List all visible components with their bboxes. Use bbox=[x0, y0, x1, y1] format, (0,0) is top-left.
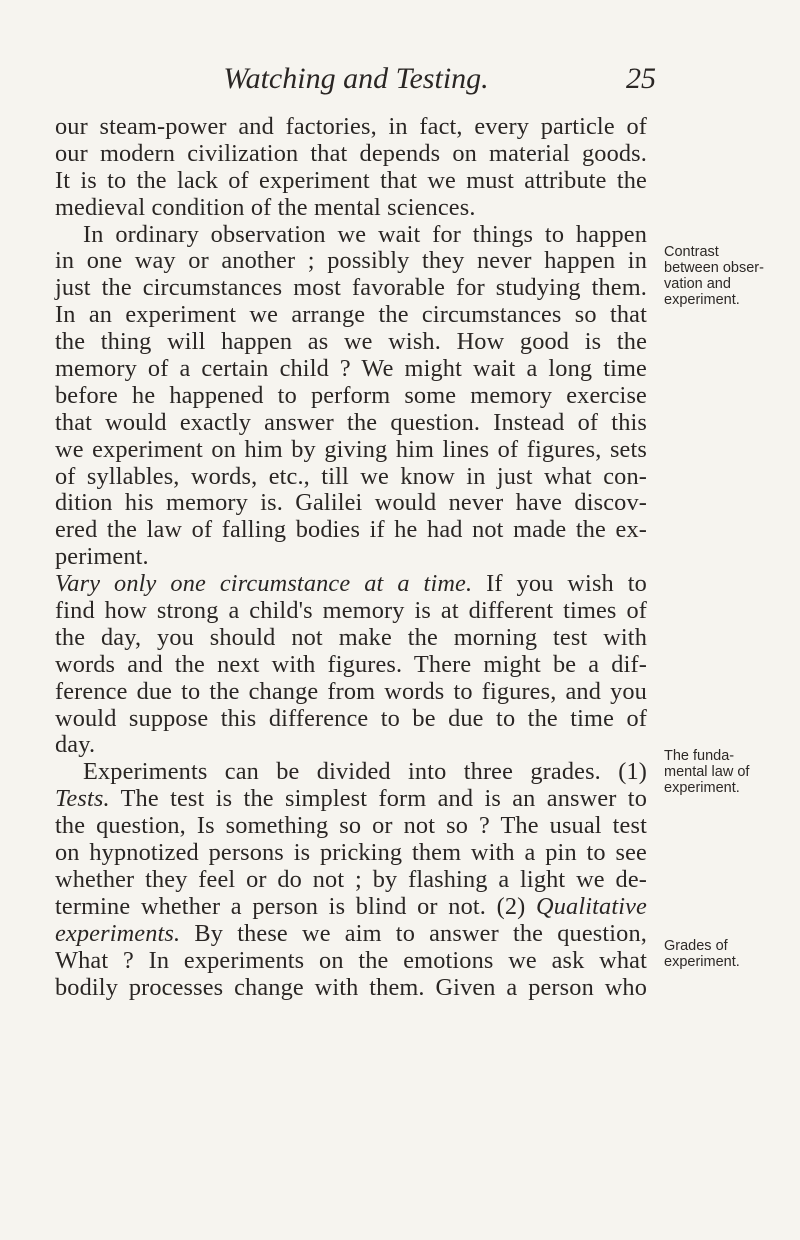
text-line: find how strong a child's memory is at different times of bbox=[55, 597, 647, 625]
text-line: the day, you should not make the morning test with bbox=[55, 623, 647, 651]
text-line: our modern civilization that depends on material goods. bbox=[55, 139, 647, 167]
text-line: would suppose this difference to be due to the time of bbox=[55, 704, 647, 732]
text-line: our steam-power and factories, in fact, every particle of bbox=[55, 113, 647, 140]
italic-phrase: Tests. bbox=[55, 785, 110, 813]
text-line: we experiment on him by giving him lines of figures, sets bbox=[55, 435, 647, 463]
margin-note-grades bbox=[664, 938, 792, 970]
text-line: words and the next with figures. There might be a dif- bbox=[55, 650, 647, 678]
text-line: in one way or another ; possibly they never happen in bbox=[55, 247, 647, 275]
running-title: Watching and Testing. bbox=[223, 62, 489, 95]
text-line: It is to the lack of experiment that we must attribute the bbox=[55, 166, 647, 194]
text-line: ference due to the change from words to figures, and you bbox=[55, 677, 647, 705]
margin-note-contrast bbox=[664, 244, 792, 308]
margin-note-line: The funda- bbox=[664, 748, 735, 764]
body-text bbox=[55, 114, 647, 1001]
text-line: before he happened to perform some memory exercise bbox=[55, 381, 647, 409]
margin-note-line: Contrast bbox=[664, 244, 719, 260]
text-line: the thing will happen as we wish. How good is the bbox=[55, 328, 647, 356]
text-line bbox=[55, 786, 647, 813]
margin-note-line: experiment. bbox=[664, 954, 740, 970]
text-line: that would exactly answer the question. Instead of this bbox=[55, 408, 647, 436]
italic-phrase: Qualitative bbox=[536, 892, 647, 920]
text-line bbox=[55, 571, 647, 598]
page-header bbox=[56, 62, 656, 102]
italic-phrase: Vary only one circumstance at a time. bbox=[55, 570, 473, 598]
page-number: 25 bbox=[626, 62, 656, 95]
text-line: ered the law of falling bodies if he had not made the ex- bbox=[55, 516, 647, 544]
text-line: memory of a certain child ? We might wait a long time bbox=[55, 355, 647, 383]
text-run: By these we aim to answer the question, bbox=[180, 919, 647, 947]
text-line: bodily processes change with them. Given a person who bbox=[55, 973, 647, 1001]
text-line: day. bbox=[55, 731, 96, 759]
text-line: on hypnotized persons is pricking them with a pin to see bbox=[55, 839, 647, 867]
text-run: If you wish to bbox=[472, 570, 647, 598]
text-line: What ? In experiments on the emotions we ask what bbox=[55, 946, 647, 974]
text-line: whether they feel or do not ; by flashing a light we de- bbox=[55, 865, 647, 893]
margin-note-line: Grades of bbox=[664, 938, 728, 954]
text-line: In an experiment we arrange the circumstances so that bbox=[55, 301, 647, 329]
margin-note-line: experiment. bbox=[664, 292, 740, 308]
text-line: of syllables, words, etc., till we know in just what con- bbox=[55, 462, 647, 490]
text-run: termine whether a person is blind or not. (2) bbox=[55, 892, 537, 920]
margin-note-line: mental law of bbox=[664, 764, 750, 780]
text-line: dition his memory is. Galilei would never have discov- bbox=[55, 489, 647, 517]
text-line bbox=[55, 921, 647, 948]
text-line: In ordinary observation we wait for things to happen bbox=[83, 220, 647, 248]
italic-phrase: experiments. bbox=[55, 919, 181, 947]
text-line: the question, Is something so or not so ? The usual test bbox=[55, 812, 647, 840]
text-line: Experiments can be divided into three grades. (1) bbox=[83, 758, 647, 786]
margin-note-fundamental-law bbox=[664, 748, 792, 796]
text-line: periment. bbox=[55, 543, 149, 571]
text-line bbox=[55, 894, 647, 921]
text-line: just the circumstances most favorable for studying them. bbox=[55, 274, 647, 302]
text-line: medieval condition of the mental sciences. bbox=[55, 193, 476, 221]
margin-note-line: vation and bbox=[664, 276, 731, 292]
margin-note-line: between obser- bbox=[664, 260, 764, 276]
margin-note-line: experiment. bbox=[664, 780, 740, 796]
text-run: The test is the simplest form and is an answer to bbox=[109, 785, 647, 813]
